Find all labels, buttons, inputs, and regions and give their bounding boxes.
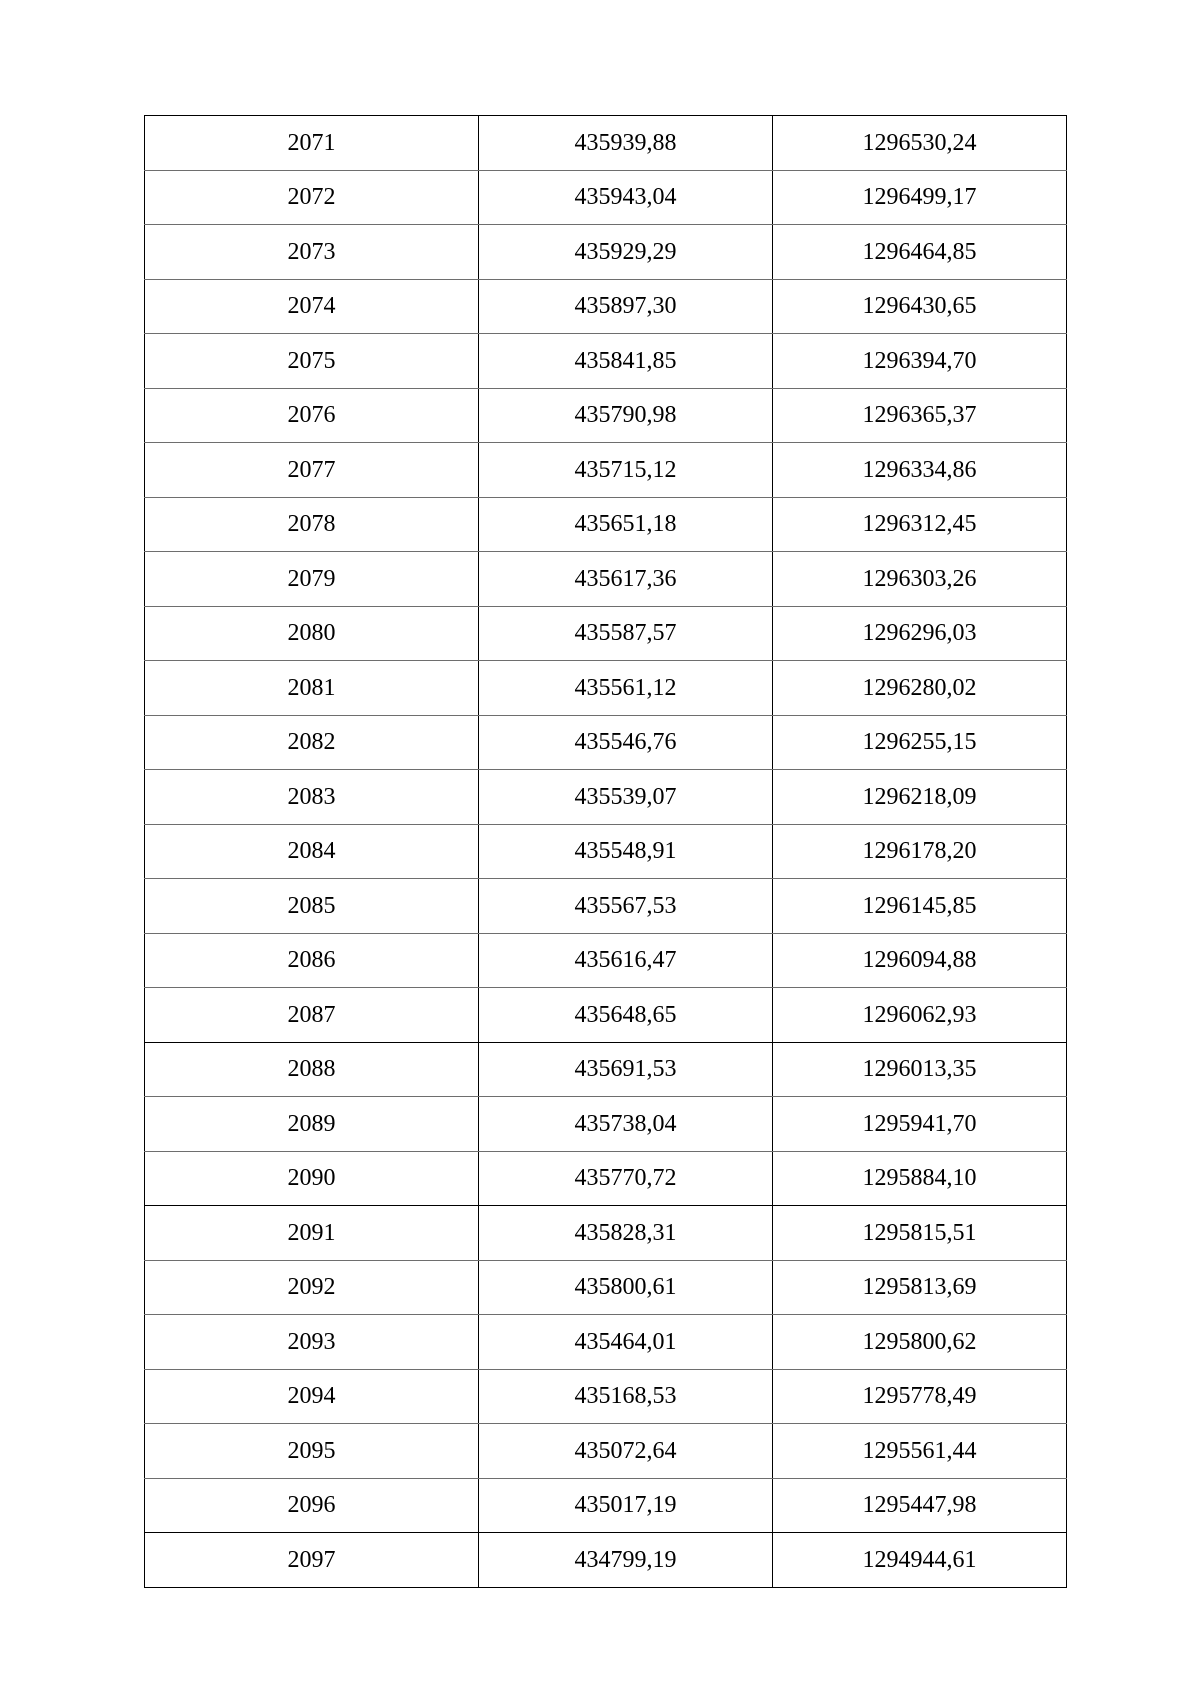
x-coordinate-cell: 435691,53 xyxy=(479,1042,773,1097)
y-coordinate-cell: 1296530,24 xyxy=(773,116,1067,171)
y-coordinate-cell: 1296334,86 xyxy=(773,443,1067,498)
point-number-cell: 2080 xyxy=(145,606,479,661)
x-coordinate-cell: 435800,61 xyxy=(479,1260,773,1315)
y-coordinate-cell: 1295884,10 xyxy=(773,1151,1067,1206)
y-coordinate-cell: 1296430,65 xyxy=(773,279,1067,334)
y-coordinate-cell: 1295813,69 xyxy=(773,1260,1067,1315)
x-coordinate-cell: 435561,12 xyxy=(479,661,773,716)
point-number-cell: 2073 xyxy=(145,225,479,280)
point-number-cell: 2089 xyxy=(145,1097,479,1152)
point-number-cell: 2087 xyxy=(145,988,479,1043)
y-coordinate-cell: 1296464,85 xyxy=(773,225,1067,280)
y-coordinate-cell: 1294944,61 xyxy=(773,1533,1067,1588)
table-row xyxy=(145,279,1067,334)
x-coordinate-cell: 435548,91 xyxy=(479,824,773,879)
y-coordinate-cell: 1295447,98 xyxy=(773,1478,1067,1533)
table-row xyxy=(145,606,1067,661)
table-row xyxy=(145,116,1067,171)
point-number-cell: 2077 xyxy=(145,443,479,498)
point-number-cell: 2075 xyxy=(145,334,479,389)
table-row xyxy=(145,1042,1067,1097)
point-number-cell: 2083 xyxy=(145,770,479,825)
point-number-cell: 2085 xyxy=(145,879,479,934)
x-coordinate-cell: 435828,31 xyxy=(479,1206,773,1261)
table-row xyxy=(145,1369,1067,1424)
x-coordinate-cell: 435943,04 xyxy=(479,170,773,225)
table-row xyxy=(145,1478,1067,1533)
table-row xyxy=(145,552,1067,607)
point-number-cell: 2090 xyxy=(145,1151,479,1206)
point-number-cell: 2097 xyxy=(145,1533,479,1588)
point-number-cell: 2081 xyxy=(145,661,479,716)
y-coordinate-cell: 1295941,70 xyxy=(773,1097,1067,1152)
table-row xyxy=(145,1151,1067,1206)
x-coordinate-cell: 435017,19 xyxy=(479,1478,773,1533)
coordinates-table xyxy=(144,115,1067,1588)
table-row xyxy=(145,1424,1067,1479)
y-coordinate-cell: 1295800,62 xyxy=(773,1315,1067,1370)
y-coordinate-cell: 1296094,88 xyxy=(773,933,1067,988)
table-row xyxy=(145,824,1067,879)
point-number-cell: 2096 xyxy=(145,1478,479,1533)
y-coordinate-cell: 1296145,85 xyxy=(773,879,1067,934)
table-row xyxy=(145,170,1067,225)
y-coordinate-cell: 1296255,15 xyxy=(773,715,1067,770)
table-row xyxy=(145,1315,1067,1370)
x-coordinate-cell: 435770,72 xyxy=(479,1151,773,1206)
point-number-cell: 2086 xyxy=(145,933,479,988)
x-coordinate-cell: 435464,01 xyxy=(479,1315,773,1370)
point-number-cell: 2072 xyxy=(145,170,479,225)
table-row xyxy=(145,1206,1067,1261)
y-coordinate-cell: 1296303,26 xyxy=(773,552,1067,607)
x-coordinate-cell: 435546,76 xyxy=(479,715,773,770)
point-number-cell: 2093 xyxy=(145,1315,479,1370)
y-coordinate-cell: 1296394,70 xyxy=(773,334,1067,389)
y-coordinate-cell: 1296280,02 xyxy=(773,661,1067,716)
y-coordinate-cell: 1296178,20 xyxy=(773,824,1067,879)
table-row xyxy=(145,715,1067,770)
y-coordinate-cell: 1296218,09 xyxy=(773,770,1067,825)
table-row xyxy=(145,770,1067,825)
y-coordinate-cell: 1296312,45 xyxy=(773,497,1067,552)
point-number-cell: 2088 xyxy=(145,1042,479,1097)
table-row xyxy=(145,1533,1067,1588)
point-number-cell: 2079 xyxy=(145,552,479,607)
x-coordinate-cell: 435648,65 xyxy=(479,988,773,1043)
y-coordinate-cell: 1296062,93 xyxy=(773,988,1067,1043)
table-row xyxy=(145,443,1067,498)
y-coordinate-cell: 1296499,17 xyxy=(773,170,1067,225)
point-number-cell: 2071 xyxy=(145,116,479,171)
point-number-cell: 2074 xyxy=(145,279,479,334)
table-row xyxy=(145,933,1067,988)
y-coordinate-cell: 1295778,49 xyxy=(773,1369,1067,1424)
x-coordinate-cell: 435715,12 xyxy=(479,443,773,498)
point-number-cell: 2095 xyxy=(145,1424,479,1479)
x-coordinate-cell: 435929,29 xyxy=(479,225,773,280)
x-coordinate-cell: 435897,30 xyxy=(479,279,773,334)
x-coordinate-cell: 435790,98 xyxy=(479,388,773,443)
x-coordinate-cell: 434799,19 xyxy=(479,1533,773,1588)
point-number-cell: 2092 xyxy=(145,1260,479,1315)
x-coordinate-cell: 435168,53 xyxy=(479,1369,773,1424)
x-coordinate-cell: 435738,04 xyxy=(479,1097,773,1152)
x-coordinate-cell: 435567,53 xyxy=(479,879,773,934)
y-coordinate-cell: 1296365,37 xyxy=(773,388,1067,443)
table-row xyxy=(145,497,1067,552)
x-coordinate-cell: 435651,18 xyxy=(479,497,773,552)
y-coordinate-cell: 1295815,51 xyxy=(773,1206,1067,1261)
y-coordinate-cell: 1295561,44 xyxy=(773,1424,1067,1479)
table-row xyxy=(145,334,1067,389)
table-row xyxy=(145,879,1067,934)
point-number-cell: 2082 xyxy=(145,715,479,770)
point-number-cell: 2078 xyxy=(145,497,479,552)
table-row xyxy=(145,1260,1067,1315)
x-coordinate-cell: 435587,57 xyxy=(479,606,773,661)
table-row xyxy=(145,1097,1067,1152)
table-row xyxy=(145,988,1067,1043)
x-coordinate-cell: 435939,88 xyxy=(479,116,773,171)
point-number-cell: 2091 xyxy=(145,1206,479,1261)
y-coordinate-cell: 1296013,35 xyxy=(773,1042,1067,1097)
x-coordinate-cell: 435841,85 xyxy=(479,334,773,389)
x-coordinate-cell: 435617,36 xyxy=(479,552,773,607)
table-row xyxy=(145,225,1067,280)
point-number-cell: 2084 xyxy=(145,824,479,879)
point-number-cell: 2076 xyxy=(145,388,479,443)
x-coordinate-cell: 435539,07 xyxy=(479,770,773,825)
point-number-cell: 2094 xyxy=(145,1369,479,1424)
x-coordinate-cell: 435072,64 xyxy=(479,1424,773,1479)
coordinates-table-body xyxy=(145,116,1067,1588)
table-row xyxy=(145,388,1067,443)
x-coordinate-cell: 435616,47 xyxy=(479,933,773,988)
y-coordinate-cell: 1296296,03 xyxy=(773,606,1067,661)
table-row xyxy=(145,661,1067,716)
